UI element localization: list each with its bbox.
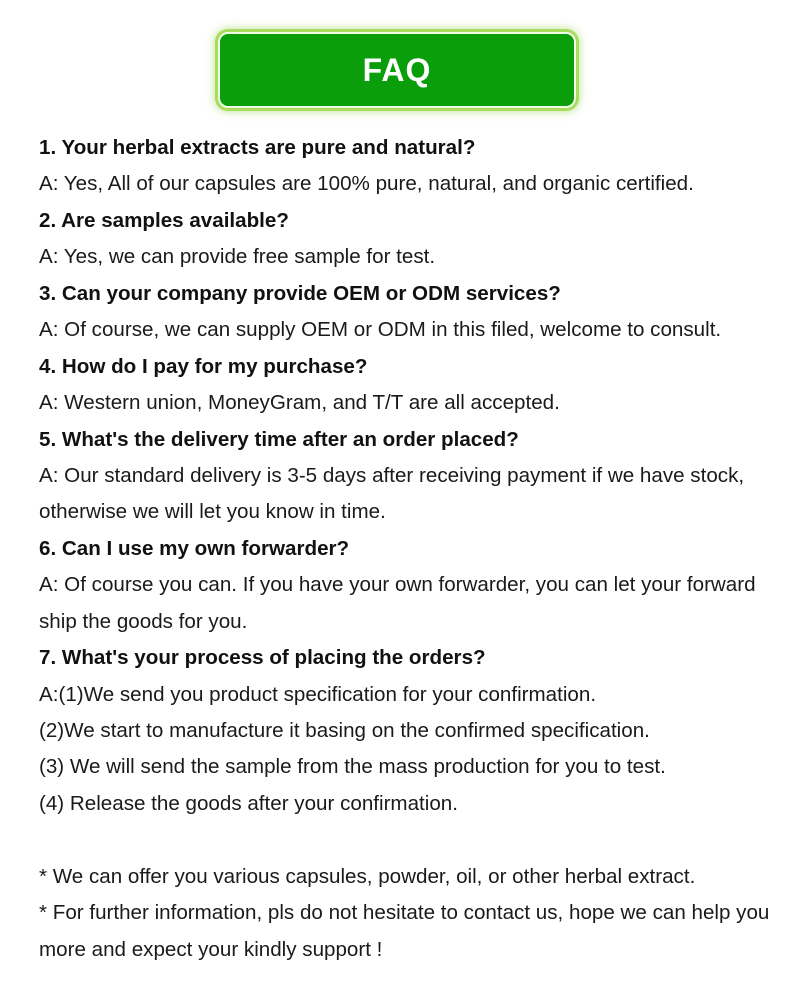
faq-answer-line: A: Our standard delivery is 3-5 days after receiving payment if we have stock, — [39, 463, 745, 487]
note-line: more and expect your kindly support ! — [39, 937, 383, 961]
faq-title-banner — [218, 32, 576, 108]
note-line: * For further information, pls do not hesitate to contact us, hope we can help you — [39, 901, 770, 925]
note-line: * We can offer you various capsules, powder, oil, or other herbal extract. — [39, 864, 696, 888]
faq-question: 7. What's your process of placing the orders? — [39, 646, 486, 670]
note-item — [39, 859, 794, 895]
faq-answer-line: A: Yes, All of our capsules are 100% pure, natural, and organic certified. — [39, 172, 694, 196]
faq-item-1 — [39, 130, 794, 203]
faq-item-2 — [39, 203, 794, 276]
faq-item-3 — [39, 276, 794, 349]
faq-answer-line: A: Of course, we can supply OEM or ODM in this filed, welcome to consult. — [39, 318, 722, 342]
faq-question: 2. Are samples available? — [39, 208, 289, 232]
faq-answer-line: (3) We will send the sample from the mass production for you to test. — [39, 755, 666, 779]
faq-item-6 — [39, 531, 794, 640]
faq-answer-line: A: Western union, MoneyGram, and T/T are all accepted. — [39, 391, 560, 415]
faq-answer-line: (4) Release the goods after your confirmation. — [39, 791, 458, 815]
notes-section — [39, 859, 794, 968]
note-item — [39, 895, 794, 968]
faq-item-7 — [39, 640, 794, 822]
faq-question: 6. Can I use my own forwarder? — [39, 536, 350, 560]
faq-answer-line: (2)We start to manufacture it basing on the confirmed specification. — [39, 719, 650, 742]
faq-question: 1. Your herbal extracts are pure and natural? — [39, 136, 476, 159]
faq-answer-line: A: Of course you can. If you have your own forwarder, you can let your forward — [39, 573, 756, 597]
faq-answer-line: otherwise we will let you know in time. — [39, 500, 386, 524]
faq-title: FAQ — [362, 51, 432, 88]
faq-question: 4. How do I pay for my purchase? — [39, 354, 368, 378]
faq-answer-line: A: Yes, we can provide free sample for test. — [39, 245, 436, 269]
faq-question: 3. Can your company provide OEM or ODM services? — [39, 281, 561, 305]
faq-item-4 — [39, 349, 794, 422]
faq-question: 5. What's the delivery time after an order placed? — [39, 427, 519, 451]
faq-item-5 — [39, 422, 794, 531]
faq-list — [39, 130, 794, 968]
faq-answer-line: ship the goods for you. — [39, 609, 248, 633]
faq-answer-line: A:(1)We send you product specification for your confirmation. — [39, 682, 597, 706]
